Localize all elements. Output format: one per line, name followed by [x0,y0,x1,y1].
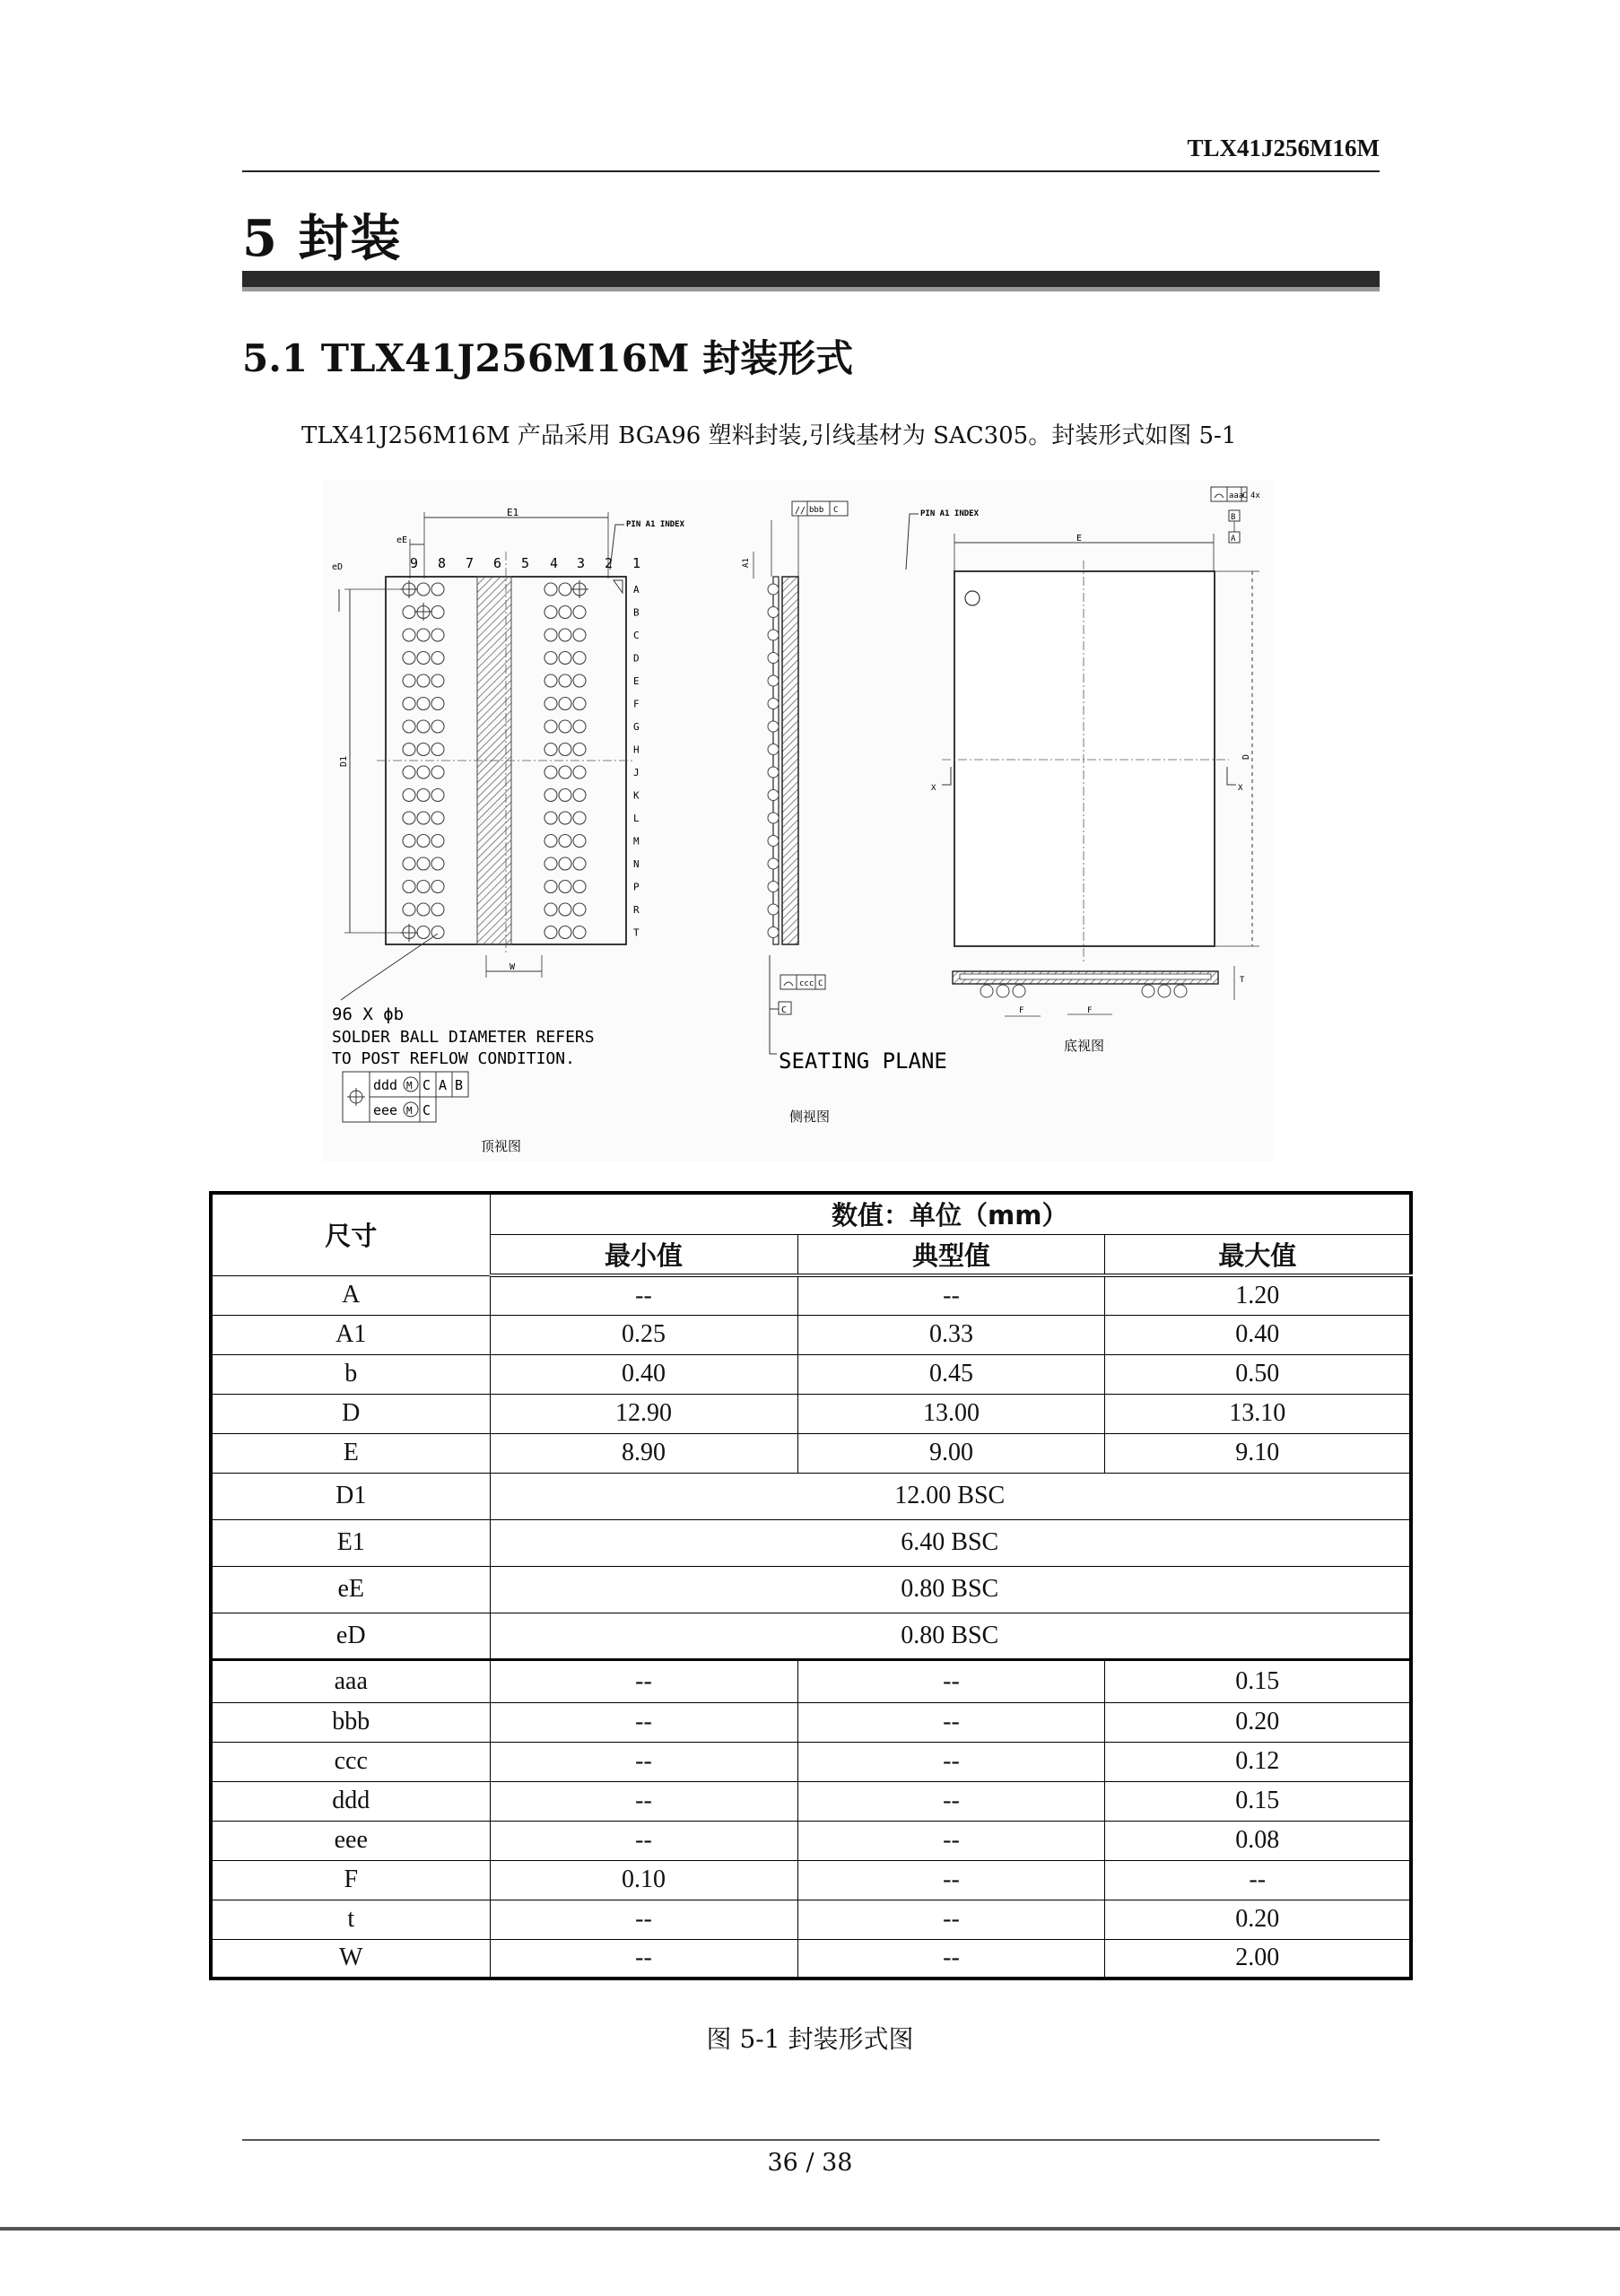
solder-ball [417,812,430,824]
dimension-value: -- [797,1860,1105,1900]
bottom-view-caption: 底视图 [1064,1038,1105,1054]
header-dimension: 尺寸 [211,1193,490,1275]
dimension-symbol: D [211,1394,490,1433]
side-ball [768,813,779,823]
side-ball [768,699,779,709]
dimension-value: -- [490,1821,797,1860]
table-row [211,1613,1411,1659]
dimension-value: 2.00 [1105,1939,1411,1979]
ball-note-line-2: SOLDER BALL DIAMETER REFERS [332,1028,595,1047]
dimension-symbol: W [211,1939,490,1979]
solder-ball [431,744,444,756]
solder-ball [417,857,430,870]
svg-text:D: D [1241,753,1251,760]
section-ball [980,985,993,997]
dimension-value: -- [797,1659,1105,1702]
solder-ball [544,744,557,756]
svg-text:A: A [439,1077,448,1093]
svg-text:C: C [818,979,823,988]
solder-ball [431,674,444,687]
section-ball [1013,985,1025,997]
table-row [211,1900,1411,1939]
dimension-value: 13.00 [797,1394,1105,1433]
dimension-value: -- [797,1821,1105,1860]
solder-ball [559,789,571,802]
solder-ball [431,652,444,665]
header-values-unit: 数值：单位（mm） [490,1193,1411,1234]
solder-ball [403,812,415,824]
solder-ball [403,903,415,916]
svg-text:X: X [931,784,936,793]
svg-text:ddd: ddd [373,1077,398,1093]
solder-ball [573,881,586,893]
row-letter: D [633,652,640,665]
table-row [211,1433,1411,1473]
dimension-value: -- [490,1702,797,1742]
column-number: 8 [438,555,447,571]
table-row [211,1860,1411,1900]
table-row [211,1659,1411,1702]
solder-ball [559,698,571,710]
dimension-value: 8.90 [490,1433,797,1473]
solder-ball [573,926,586,939]
solder-ball [431,857,444,870]
chapter-rule-shadow [242,287,1380,291]
table-row [211,1315,1411,1354]
solder-ball [417,744,430,756]
table-row [211,1821,1411,1860]
w-label: W [510,962,516,972]
solder-ball [544,674,557,687]
solder-ball [403,881,415,893]
row-letter: F [633,698,640,710]
svg-text:C: C [781,1005,788,1015]
dimension-value: 1.20 [1105,1275,1411,1315]
svg-text:eee: eee [373,1102,398,1118]
column-number: 5 [521,555,530,571]
solder-ball [417,629,430,641]
d1-label: D1 [339,755,349,767]
ball-note-line-1: 96 X ϕb [332,1004,405,1024]
column-number: 1 [632,555,641,571]
solder-ball [544,812,557,824]
table-row [211,1781,1411,1821]
solder-ball [544,903,557,916]
solder-ball [559,629,571,641]
dimension-value: 0.25 [490,1315,797,1354]
solder-ball [403,629,415,641]
solder-ball [573,606,586,619]
solder-ball [417,903,430,916]
solder-ball [559,606,571,619]
solder-ball [417,789,430,802]
document-code: TLX41J256M16M [1187,135,1380,161]
dimension-symbol: t [211,1900,490,1939]
solder-ball [544,926,557,939]
solder-ball [417,583,430,596]
dimension-value: -- [797,1275,1105,1315]
dimension-value: 0.80 BSC [490,1566,1411,1613]
side-ball [768,721,779,732]
solder-ball [559,583,571,596]
solder-ball [403,674,415,687]
dimension-value: 12.00 BSC [490,1473,1411,1519]
solder-ball [544,857,557,870]
dimension-value: -- [490,1275,797,1315]
side-ball [768,767,779,778]
dimension-symbol: aaa [211,1659,490,1702]
dimension-value: 0.20 [1105,1702,1411,1742]
dimension-value: 0.45 [797,1354,1105,1394]
dimension-value: 0.15 [1105,1659,1411,1702]
row-letter: C [633,630,640,641]
page-number: 36 / 38 [767,2149,853,2177]
solder-ball [559,652,571,665]
dimension-value: -- [797,1939,1105,1979]
section-title: 5.1 TLX41J256M16M 封装形式 [242,336,854,380]
row-letter: B [633,606,640,619]
solder-ball [544,583,557,596]
solder-ball [573,652,586,665]
solder-ball [431,698,444,710]
solder-ball [403,606,415,619]
solder-ball [559,766,571,778]
svg-text:aaa: aaa [1229,491,1244,500]
svg-text:A: A [1231,535,1236,544]
solder-ball [417,674,430,687]
dimension-value: -- [797,1900,1105,1939]
solder-ball [573,698,586,710]
dimension-value: 0.50 [1105,1354,1411,1394]
header-min: 最小值 [490,1234,797,1275]
solder-ball [573,674,586,687]
side-ball [768,607,779,618]
dimension-value: -- [490,1939,797,1979]
svg-text:B: B [455,1077,464,1093]
solder-ball [559,857,571,870]
table-row [211,1566,1411,1613]
dimension-value: 0.80 BSC [490,1613,1411,1659]
dimension-symbol: bbb [211,1702,490,1742]
solder-ball [431,881,444,893]
dimension-value: -- [490,1900,797,1939]
section-ball [1158,985,1171,997]
row-letter: E [633,675,640,687]
dimension-table [209,1191,1413,1980]
side-view-caption: 侧视图 [789,1109,831,1125]
row-letter: K [633,789,640,802]
row-letter: L [633,813,640,824]
solder-ball [431,606,444,619]
dimension-value: -- [490,1781,797,1821]
dimension-value: -- [1105,1860,1411,1900]
solder-ball [544,698,557,710]
ee-label: eE [396,535,408,545]
svg-text:X: X [1238,784,1243,793]
solder-ball [544,606,557,619]
dimension-symbol: eE [211,1566,490,1613]
pin-index-label-top: PIN A1 INDEX [626,520,685,529]
solder-ball [403,766,415,778]
side-ball [768,630,779,640]
column-number: 2 [605,555,614,571]
dimension-value: 9.00 [797,1433,1105,1473]
solder-ball [403,857,415,870]
page-bottom-edge [0,2227,1620,2231]
svg-text:C: C [1242,491,1248,500]
svg-text:E: E [1076,534,1083,544]
pin-index-label-bottom: PIN A1 INDEX [920,509,980,518]
solder-ball [559,903,571,916]
header-max: 最大值 [1105,1234,1411,1275]
row-letter: H [633,744,640,756]
solder-ball [573,857,586,870]
footer-rule [242,2139,1380,2141]
intro-paragraph: TLX41J256M16M 产品采用 BGA96 塑料封装,引线基材为 SAC305。封装形式如图 5-1 [301,422,1237,449]
side-ball [768,584,779,595]
table-row [211,1939,1411,1979]
svg-text:C: C [422,1102,431,1118]
side-ball [768,927,779,938]
row-letter: M [633,835,640,848]
solder-ball [559,674,571,687]
row-letter: T [633,926,640,939]
chapter-title: 5 封装 [242,209,403,268]
solder-ball [431,720,444,733]
solder-ball [417,698,430,710]
side-ball [768,836,779,847]
dimension-value: -- [797,1781,1105,1821]
side-ball [768,675,779,686]
dimension-symbol: ccc [211,1742,490,1781]
solder-ball [573,766,586,778]
column-numbers [410,555,640,571]
dimension-value: 0.40 [1105,1315,1411,1354]
table-row [211,1394,1411,1433]
svg-text:F: F [1019,1006,1024,1015]
side-ball [768,744,779,755]
dimension-symbol: E [211,1433,490,1473]
column-number: 3 [577,555,586,571]
column-number: 6 [493,555,502,571]
solder-ball [573,789,586,802]
solder-ball [544,720,557,733]
dimension-value: 0.20 [1105,1900,1411,1939]
dimension-value: 0.15 [1105,1781,1411,1821]
solder-ball [573,903,586,916]
dimension-symbol: eD [211,1613,490,1659]
bottom-package-outline [954,571,1215,946]
row-letter: A [633,584,640,596]
dimension-value: -- [797,1702,1105,1742]
table-row [211,1742,1411,1781]
e1-label: E1 [507,507,519,518]
solder-ball [559,881,571,893]
solder-ball [417,881,430,893]
solder-ball [417,926,430,939]
svg-text:B: B [1231,513,1236,522]
solder-ball [403,835,415,848]
table-row [211,1354,1411,1394]
solder-ball [559,926,571,939]
solder-ball [403,652,415,665]
side-ball [768,882,779,892]
dimension-value: -- [797,1742,1105,1781]
dimension-value: 12.90 [490,1394,797,1433]
dimension-symbol: E1 [211,1519,490,1566]
side-ball [768,904,779,915]
seating-plane-label: SEATING PLANE [779,1048,947,1074]
section-ball [1142,985,1154,997]
column-number: 9 [410,555,419,571]
dimension-value: 0.10 [490,1860,797,1900]
top-view-caption: 顶视图 [481,1138,522,1154]
solder-ball [431,766,444,778]
dimension-symbol: A [211,1275,490,1315]
svg-text:ccc: ccc [799,979,814,988]
dimension-symbol: A1 [211,1315,490,1354]
dimension-symbol: D1 [211,1473,490,1519]
svg-text:M: M [406,1105,413,1117]
svg-text:A1: A1 [742,558,751,568]
dimension-value: 0.12 [1105,1742,1411,1781]
solder-ball [573,629,586,641]
solder-ball [544,789,557,802]
solder-ball [573,744,586,756]
dimension-value: -- [490,1659,797,1702]
solder-ball [544,629,557,641]
header-typ: 典型值 [797,1234,1105,1275]
table-body [211,1275,1411,1979]
solder-ball [431,789,444,802]
solder-ball [544,835,557,848]
svg-text:M: M [406,1080,413,1091]
section-ball [997,985,1009,997]
solder-ball [403,744,415,756]
row-letter: N [633,858,640,870]
svg-text://: // [795,506,806,516]
solder-ball [431,583,444,596]
dimension-value: -- [490,1742,797,1781]
solder-ball [559,812,571,824]
solder-ball [431,903,444,916]
svg-text:C: C [422,1077,431,1093]
solder-ball [431,812,444,824]
solder-ball [417,835,430,848]
solder-ball [417,720,430,733]
solder-ball [573,812,586,824]
solder-ball [559,720,571,733]
dimension-value: 9.10 [1105,1433,1411,1473]
solder-ball [544,652,557,665]
solder-ball [417,652,430,665]
solder-ball [573,720,586,733]
solder-ball [431,629,444,641]
package-drawing [323,480,1274,1161]
row-letter: G [633,721,640,733]
page-header [242,135,1380,172]
solder-ball [559,744,571,756]
side-ball [768,858,779,869]
column-number: 7 [466,555,475,571]
row-letter: R [633,904,640,916]
figure-caption: 图 5-1 封装形式图 [706,2024,914,2054]
solder-ball [431,835,444,848]
dimension-symbol: eee [211,1821,490,1860]
dimension-value: 0.08 [1105,1821,1411,1860]
dimension-symbol: ddd [211,1781,490,1821]
svg-text:4x: 4x [1250,491,1260,500]
table-row [211,1473,1411,1519]
solder-ball [417,766,430,778]
dimension-value: 0.40 [490,1354,797,1394]
solder-ball [403,720,415,733]
solder-ball [403,789,415,802]
row-letter: P [633,881,640,893]
side-ball [768,790,779,801]
section-ball [1174,985,1187,997]
svg-text:T: T [1240,976,1245,985]
chapter-rule [242,271,1380,287]
dimension-value: 13.10 [1105,1394,1411,1433]
solder-ball [559,835,571,848]
dimension-value: 0.33 [797,1315,1105,1354]
solder-ball [544,881,557,893]
table-row [211,1519,1411,1566]
row-letter: J [633,767,640,778]
side-body [782,577,798,944]
column-number: 4 [550,555,559,571]
solder-ball [403,698,415,710]
ed-label: eD [332,562,344,572]
solder-ball [573,835,586,848]
table-row [211,1275,1411,1315]
side-ball [768,653,779,664]
svg-text:F: F [1087,1006,1093,1015]
dimension-symbol: F [211,1860,490,1900]
dimension-symbol: b [211,1354,490,1394]
table-row [211,1702,1411,1742]
svg-text:C: C [833,506,839,515]
solder-ball [544,766,557,778]
pin-a1-index-dot [965,591,980,605]
svg-text:bbb: bbb [809,506,824,515]
dimension-value: 6.40 BSC [490,1519,1411,1566]
ball-note-line-3: TO POST REFLOW CONDITION. [332,1049,575,1068]
